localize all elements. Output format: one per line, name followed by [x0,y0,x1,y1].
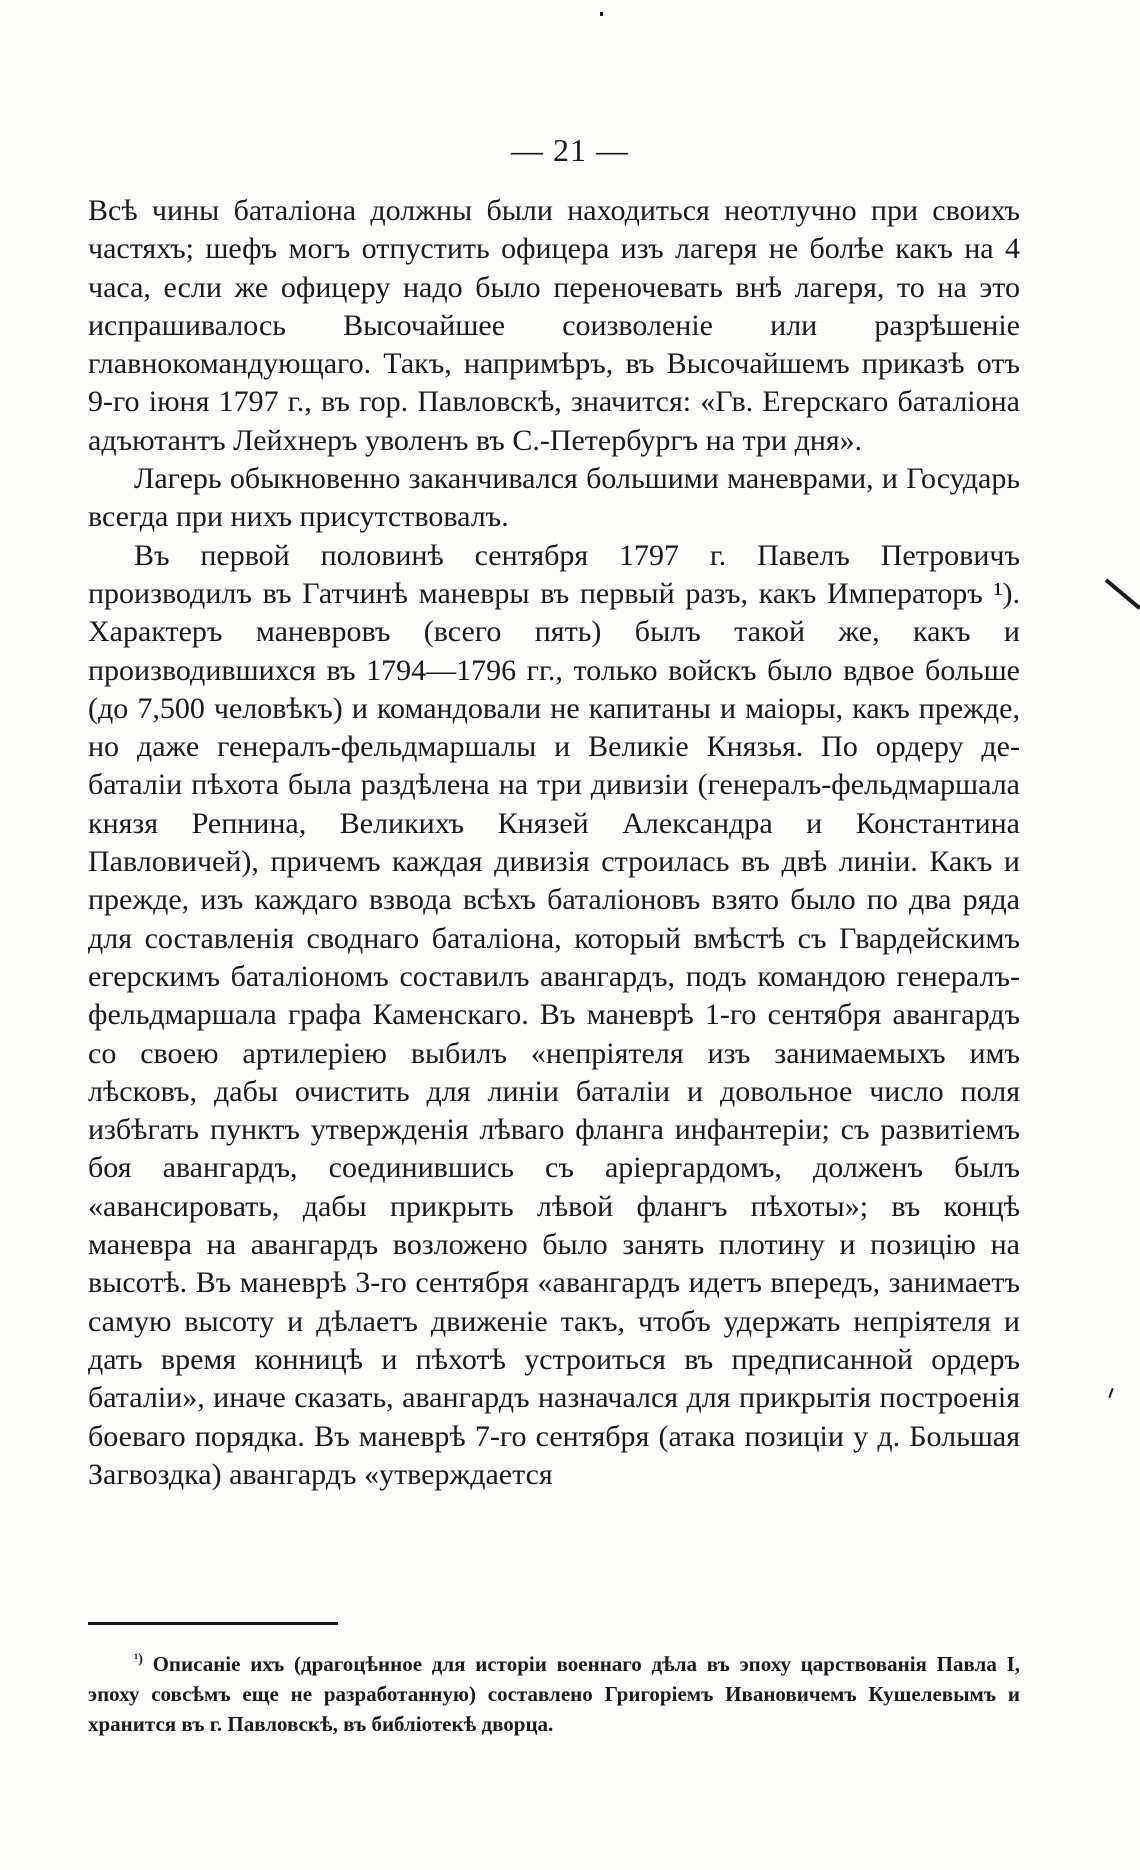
paragraph-3: Въ первой половинѣ сентября 1797 г. Павелъ Петровичъ производилъ въ Гатчинѣ маневры въ первый разъ, какъ Императоръ ¹). Характеръ маневровъ (всего пять) былъ такой же, какъ и производившихся въ 1794—1796 гг., только войскъ было вдвое больше (до 7,500 человѣкъ) и командовали не капитаны и маіоры, какъ прежде, но даже генералъ-фельдмаршалы и Великіе Князья. По ордеру де-баталіи пѣхота была раздѣлена на три дивизіи (генералъ-фельдмаршала князя Репнина, Великихъ Князей Александра и Константина Павловичей), причемъ каждая дивизія строилась въ двѣ линіи. Какъ и прежде, изъ каждаго взвода всѣхъ баталіоновъ взято было по два ряда для составленія своднаго баталіона, который вмѣстѣ съ Гвардейскимъ егерскимъ баталіономъ составилъ авангардъ, подъ командою генералъ-фельдмаршала графа Каменскаго. Въ маневрѣ 1-го сентября авангардъ со своею артилеріею выбилъ «непріятеля изъ занимаемыхъ имъ лѣсковъ, дабы очистить для линіи баталіи и довольное число поля избѣгать пунктъ утвержденія лѣваго фланга инфантеріи; съ развитіемъ боя авангардъ, соединившись съ аріергардомъ, долженъ былъ «авансировать, дабы прикрыть лѣвой флангъ пѣхоты»; въ концѣ маневра на авангардъ возложено было занять плотину и позицію на высотѣ. Въ маневрѣ 3-го сентября «авангардъ идетъ впередъ, занимаетъ самую высоту и дѣлаетъ движеніе такъ, чтобъ удержать непріятеля и дать время конницѣ и пѣхотѣ устроиться въ предписанной ордеръ баталіи», иначе сказать, авангардъ назначался для прикрытія построенія боеваго порядка. Въ маневрѣ 7-го сентября (атака позиціи у д. Большая Загвоздка) авангардъ «утверждается [88,538,1020,1491]
paragraph-1: Всѣ чины баталіона должны были находиться неотлучно при своихъ частяхъ; шефъ могъ отпустить офицера изъ лагеря не болѣе какъ на 4 часа, если же офицеру надо было переночевать внѣ лагеря, то на это испрашивалось Высочайшее соизволеніе или разрѣшеніе главнокомандующаго. Такъ, напримѣръ, въ Высочайшемъ приказѣ отъ 9-го іюня 1797 г., въ гор. Павловскѣ, значится: «Гв. Егерскаго баталіона адъютантъ Лейхнеръ уволенъ въ С.-Петербургъ на три дня». [88,194,1020,457]
print-speck [600,12,603,16]
body-text [88,192,1020,1494]
footnote-marker: ¹) [134,1652,143,1667]
paragraph-2: Лагерь обыкновенно заканчивался большими маневрами, и Государь всегда при нихъ присутствовалъ. [88,462,1020,534]
margin-pen-tick [1108,1388,1113,1398]
margin-pen-stroke [1105,578,1140,609]
page-number: — 21 — [511,132,629,168]
footnote-divider [88,1622,338,1625]
footnote [88,1645,1020,1739]
footnote-text: Описаніе ихъ (драгоцѣнное для исторіи военнаго дѣла въ эпоху царствованія Павла I, эпоху совсѣмъ еще не разработанную) составлено Григоріемъ Ивановичемъ Кушелевымъ и хранится въ г. Павловскѣ, въ библіотекѣ дворца. [88,1652,1020,1736]
